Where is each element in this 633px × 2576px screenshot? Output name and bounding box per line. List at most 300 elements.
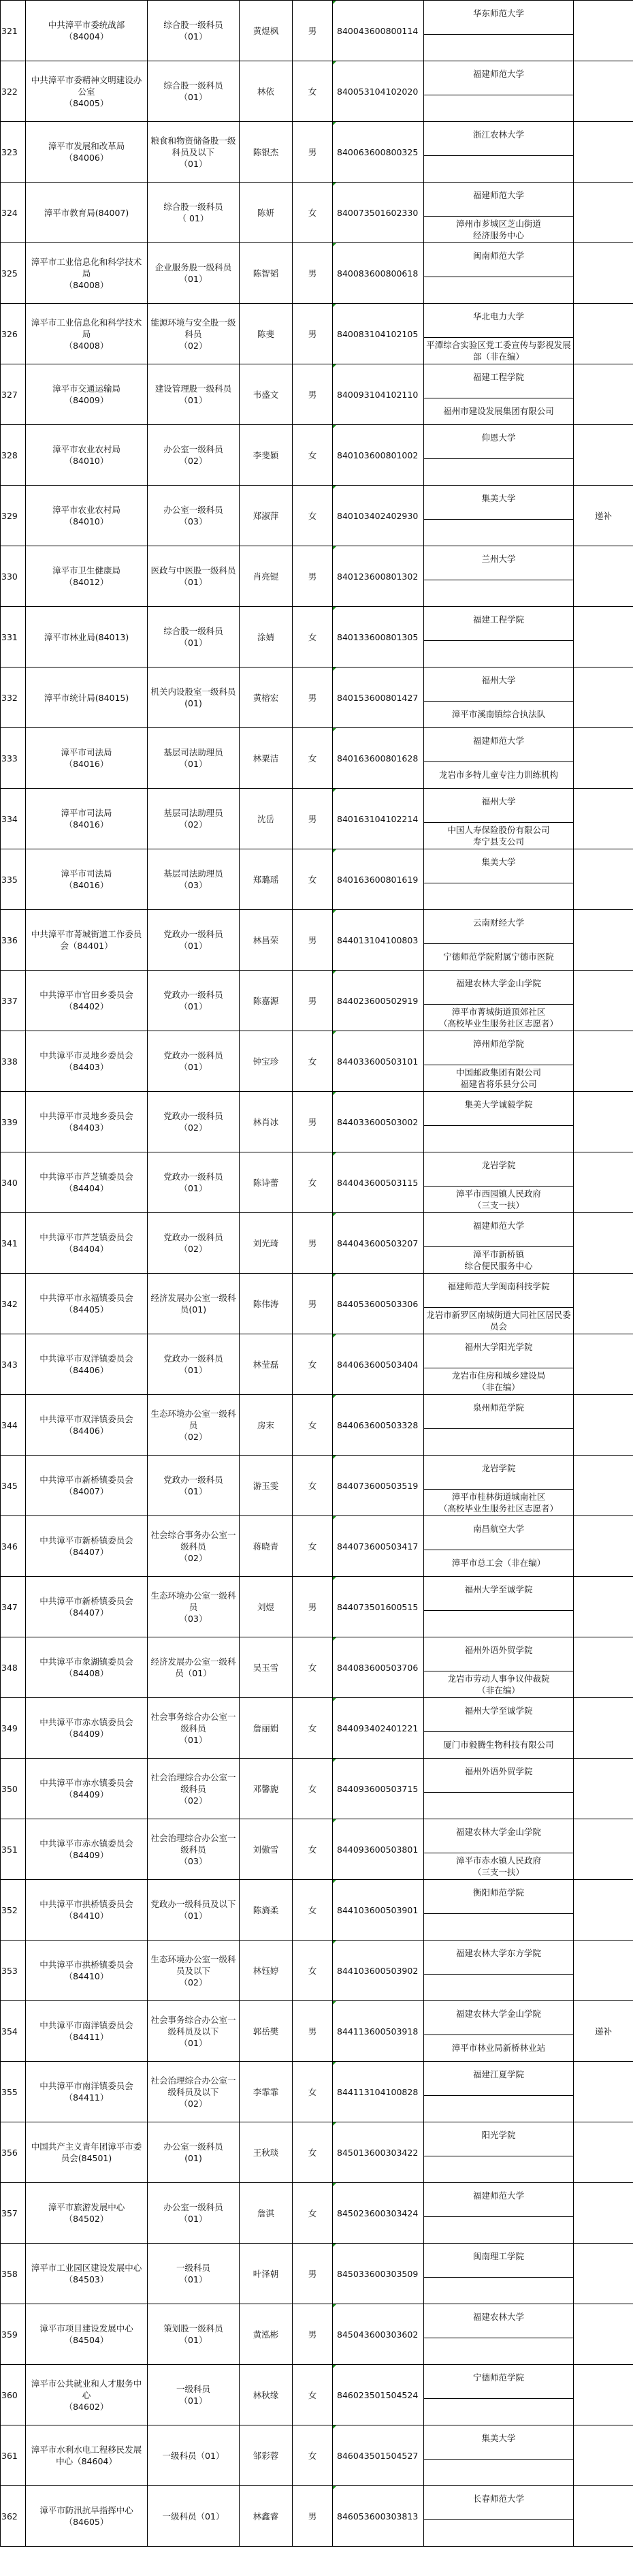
remark-cell xyxy=(574,910,633,971)
gender-cell: 女 xyxy=(293,61,333,122)
department-cell: 漳平市司法局 （84016） xyxy=(26,789,148,849)
remark-cell xyxy=(574,304,633,364)
department-cell: 中共漳平市双洋镇委员会 （84406） xyxy=(26,1334,148,1395)
school-work-cell xyxy=(424,1213,574,1274)
department-cell: 漳平市防汛抗旱指挥中心 （84605） xyxy=(26,2486,148,2547)
position-cell: 基层司法助理员 （01） xyxy=(148,728,240,789)
gender-cell: 男 xyxy=(293,1577,333,1637)
graduated-school: 福州大学阳光学院 xyxy=(424,1334,573,1368)
table-row xyxy=(1,1152,633,1213)
department-cell: 漳平市林业局(84013) xyxy=(26,607,148,667)
department-cell: 漳平市司法局 （84016） xyxy=(26,849,148,910)
table-row xyxy=(1,2425,633,2486)
graduated-school: 福建师范大学 xyxy=(424,1213,573,1247)
table-row xyxy=(1,122,633,183)
position-cell: 生态环境办公室一级科员 （02） xyxy=(148,1395,240,1456)
position-cell: 党政办一级科员 （01） xyxy=(148,1456,240,1516)
exam-id-cell: 840083600800618 xyxy=(333,243,424,304)
table-row xyxy=(1,61,633,122)
row-number: 349 xyxy=(1,1698,26,1759)
position-cell: 综合股一级科员 （01） xyxy=(148,61,240,122)
work-unit xyxy=(424,580,573,607)
position-cell: 能源环境与安全股一级科员 （02） xyxy=(148,304,240,364)
work-unit: 平潭综合实验区党工委宣传与影视发展部（非在编） xyxy=(426,339,571,362)
department-cell: 漳平市项目建设发展中心 （84504） xyxy=(26,2304,148,2365)
gender-cell: 女 xyxy=(293,1395,333,1456)
gender-cell: 女 xyxy=(293,2062,333,2122)
exam-id-cell: 840163104102214 xyxy=(333,789,424,849)
row-number: 332 xyxy=(1,667,26,728)
row-number: 358 xyxy=(1,2244,26,2304)
table-row xyxy=(1,2122,633,2183)
school-work-cell xyxy=(424,61,574,122)
gender-cell: 女 xyxy=(293,2183,333,2244)
remark-cell xyxy=(574,2244,633,2304)
gender-cell: 女 xyxy=(293,1516,333,1577)
remark-cell xyxy=(574,1516,633,1577)
remark-cell xyxy=(574,1698,633,1759)
exam-id-cell: 844113104100828 xyxy=(333,2062,424,2122)
department-cell: 中共漳平市赤水镇委员会 （84409） xyxy=(26,1819,148,1880)
exam-id-cell: 844043600503207 xyxy=(333,1213,424,1274)
gender-cell: 女 xyxy=(293,1819,333,1880)
department-cell: 中共漳平市芦芝镇委员会 （84404） xyxy=(26,1213,148,1274)
position-cell: 党政办一级科员 （01） xyxy=(148,1334,240,1395)
exam-id-cell: 840133600801305 xyxy=(333,607,424,667)
school-work-cell xyxy=(424,1395,574,1456)
position-cell: 一级科员（01） xyxy=(148,2425,240,2486)
gender-cell: 男 xyxy=(293,243,333,304)
table-row xyxy=(1,1880,633,1941)
work-unit: 漳平市赤水镇人民政府 （三支一扶） xyxy=(455,1855,541,1877)
work-unit: 漳平市桂林街道城南社区 （高校毕业生服务社区志愿者） xyxy=(438,1491,558,1513)
exam-id-cell: 845043600303602 xyxy=(333,2304,424,2365)
exam-id-cell: 846023501504524 xyxy=(333,2365,424,2425)
name-cell: 陈诗蕾 xyxy=(240,1152,293,1213)
position-cell: 一级科员 （01） xyxy=(148,2244,240,2304)
school-work-cell xyxy=(424,2425,574,2486)
gender-cell: 男 xyxy=(293,667,333,728)
work-unit: 漳平市溪南镇综合执法队 xyxy=(451,709,546,720)
gender-cell: 女 xyxy=(293,2122,333,2183)
position-cell: 党政办一级科员 （02） xyxy=(148,1092,240,1152)
graduated-school: 漳州师范学院 xyxy=(424,1031,573,1065)
gender-cell: 男 xyxy=(293,304,333,364)
remark-cell xyxy=(574,971,633,1031)
department-cell: 漳平市工业信息化和科学技术局 （84008） xyxy=(26,304,148,364)
department-cell: 中共漳平市象湖镇委员会 （84408） xyxy=(26,1637,148,1698)
name-cell: 林肖冰 xyxy=(240,1092,293,1152)
table-row xyxy=(1,728,633,789)
graduated-school: 集美大学 xyxy=(424,2425,573,2460)
row-number: 328 xyxy=(1,425,26,486)
school-work-cell xyxy=(424,910,574,971)
remark-cell xyxy=(574,1819,633,1880)
exam-id-cell: 840163600801619 xyxy=(333,849,424,910)
exam-id-cell: 846053600303813 xyxy=(333,2486,424,2547)
exam-id-cell: 840073501602330 xyxy=(333,183,424,243)
remark-cell xyxy=(574,1092,633,1152)
row-number: 354 xyxy=(1,2001,26,2062)
work-unit xyxy=(424,520,573,546)
department-cell: 漳平市统计局(84015) xyxy=(26,667,148,728)
remark-cell xyxy=(574,546,633,607)
table-row xyxy=(1,1,633,61)
graduated-school: 华东师范大学 xyxy=(424,1,573,35)
table-row xyxy=(1,2244,633,2304)
school-work-cell xyxy=(424,2122,574,2183)
gender-cell: 女 xyxy=(293,1698,333,1759)
exam-id-cell: 844033600503101 xyxy=(333,1031,424,1092)
gender-cell: 女 xyxy=(293,1880,333,1941)
department-cell: 中共漳平市新桥镇委员会 （84007） xyxy=(26,1456,148,1516)
row-number: 326 xyxy=(1,304,26,364)
name-cell: 韦盛文 xyxy=(240,364,293,425)
graduated-school: 浙江农林大学 xyxy=(424,122,573,156)
position-cell: 基层司法助理员 （02） xyxy=(148,789,240,849)
department-cell: 漳平市农业农村局 （84010） xyxy=(26,486,148,546)
remark-cell xyxy=(574,1637,633,1698)
gender-cell: 女 xyxy=(293,1759,333,1819)
remark-cell xyxy=(574,789,633,849)
row-number: 327 xyxy=(1,364,26,425)
graduated-school: 福建师范大学 xyxy=(424,183,573,217)
school-work-cell xyxy=(424,122,574,183)
table-row xyxy=(1,486,633,546)
row-number: 359 xyxy=(1,2304,26,2365)
graduated-school: 福建工程学院 xyxy=(424,607,573,641)
exam-id-cell: 845033600303509 xyxy=(333,2244,424,2304)
position-cell: 党政办一级科员 （01） xyxy=(148,1152,240,1213)
work-unit xyxy=(424,883,573,910)
exam-id-cell: 840103600801002 xyxy=(333,425,424,486)
work-unit: 龙岩市多特儿童专注力训练机构 xyxy=(438,770,558,781)
work-unit xyxy=(424,2399,573,2425)
gender-cell: 男 xyxy=(293,2244,333,2304)
row-number: 353 xyxy=(1,1941,26,2001)
name-cell: 黄榕宏 xyxy=(240,667,293,728)
name-cell: 李斐颖 xyxy=(240,425,293,486)
gender-cell: 男 xyxy=(293,1092,333,1152)
name-cell: 林鑫睿 xyxy=(240,2486,293,2547)
row-number: 346 xyxy=(1,1516,26,1577)
row-number: 331 xyxy=(1,607,26,667)
row-number: 341 xyxy=(1,1213,26,1274)
row-number: 344 xyxy=(1,1395,26,1456)
row-number: 322 xyxy=(1,61,26,122)
gender-cell: 男 xyxy=(293,1,333,61)
school-work-cell xyxy=(424,1516,574,1577)
name-cell: 黄泓彬 xyxy=(240,2304,293,2365)
position-cell: 党政办一级科员及以下（01） xyxy=(148,1880,240,1941)
department-cell: 漳平市发展和改革局 （84006） xyxy=(26,122,148,183)
school-work-cell xyxy=(424,849,574,910)
graduated-school: 福州大学 xyxy=(424,789,573,823)
exam-id-cell: 845023600303424 xyxy=(333,2183,424,2244)
work-unit xyxy=(424,2338,573,2365)
position-cell: 策划股一级科员 （01） xyxy=(148,2304,240,2365)
remark-cell xyxy=(574,2122,633,2183)
graduated-school: 福州大学至诚学院 xyxy=(424,1577,573,1611)
graduated-school: 福州外语外贸学院 xyxy=(424,1637,573,1671)
name-cell: 刘光琦 xyxy=(240,1213,293,1274)
position-cell: 办公室一级科员 （01） xyxy=(148,2183,240,2244)
work-unit: 厦门市毅腾生物科技有限公司 xyxy=(443,1740,554,1750)
exam-id-cell: 844103600503901 xyxy=(333,1880,424,1941)
graduated-school: 福建农林大学金山学院 xyxy=(424,2001,573,2035)
work-unit xyxy=(424,1429,573,1456)
work-unit: 中国邮政集团有限公司 福建省将乐县分公司 xyxy=(455,1067,541,1089)
remark-cell xyxy=(574,61,633,122)
department-cell: 中共漳平市拱桥镇委员会 （84410） xyxy=(26,1880,148,1941)
name-cell: 林昌荣 xyxy=(240,910,293,971)
remark-cell xyxy=(574,1152,633,1213)
school-work-cell xyxy=(424,2365,574,2425)
table-row xyxy=(1,1516,633,1577)
position-cell: 社会综合事务办公室一级科员 （02） xyxy=(148,1516,240,1577)
row-number: 338 xyxy=(1,1031,26,1092)
position-cell: 一级科员 （01） xyxy=(148,2365,240,2425)
exam-id-cell: 844103600503902 xyxy=(333,1941,424,2001)
gender-cell: 男 xyxy=(293,364,333,425)
department-cell: 中共漳平市菁城街道工作委员会（84401） xyxy=(26,910,148,971)
gender-cell: 女 xyxy=(293,183,333,243)
school-work-cell xyxy=(424,607,574,667)
remark-cell xyxy=(574,364,633,425)
graduated-school: 福建师范大学 xyxy=(424,728,573,762)
exam-id-cell: 844093600503801 xyxy=(333,1819,424,1880)
position-cell: 党政办一级科员 （01） xyxy=(148,971,240,1031)
school-work-cell xyxy=(424,2001,574,2062)
row-number: 362 xyxy=(1,2486,26,2547)
work-unit: 龙岩市住房和城乡建设局 （非在编） xyxy=(451,1370,546,1392)
name-cell: 吴玉雪 xyxy=(240,1637,293,1698)
work-unit xyxy=(424,2217,573,2244)
school-work-cell xyxy=(424,486,574,546)
name-cell: 林秋缘 xyxy=(240,2365,293,2425)
gender-cell: 男 xyxy=(293,789,333,849)
name-cell: 陈斐 xyxy=(240,304,293,364)
name-cell: 房末 xyxy=(240,1395,293,1456)
row-number: 342 xyxy=(1,1274,26,1334)
position-cell: 社会事务综合办公室一级科员及以下 （01） xyxy=(148,2001,240,2062)
table-row xyxy=(1,425,633,486)
name-cell: 邓馨旎 xyxy=(240,1759,293,1819)
position-cell: 生态环境办公室一级科员及以下 （02） xyxy=(148,1941,240,2001)
row-number: 330 xyxy=(1,546,26,607)
work-unit: 宁德师范学院附属宁德市医院 xyxy=(443,952,554,962)
school-work-cell xyxy=(424,1031,574,1092)
department-cell: 中共漳平市委精神文明建设办公室 （84005） xyxy=(26,61,148,122)
department-cell: 中共漳平市赤水镇委员会 （84409） xyxy=(26,1759,148,1819)
department-cell: 中共漳平市灵地乡委员会 （84403） xyxy=(26,1092,148,1152)
gender-cell: 女 xyxy=(293,1456,333,1516)
graduated-school: 闽南师范大学 xyxy=(424,243,573,277)
work-unit xyxy=(424,156,573,183)
name-cell: 郭岳樊 xyxy=(240,2001,293,2062)
gender-cell: 男 xyxy=(293,1274,333,1334)
graduated-school: 集美大学诚毅学院 xyxy=(424,1092,573,1126)
table-row xyxy=(1,1213,633,1274)
department-cell: 中共漳平市新桥镇委员会 （84407） xyxy=(26,1516,148,1577)
name-cell: 王秋琰 xyxy=(240,2122,293,2183)
department-cell: 中共漳平市芦芝镇委员会 （84404） xyxy=(26,1152,148,1213)
school-work-cell xyxy=(424,2304,574,2365)
remark-cell xyxy=(574,1031,633,1092)
row-number: 361 xyxy=(1,2425,26,2486)
name-cell: 林莹磊 xyxy=(240,1334,293,1395)
work-unit: 漳平市总工会（非在编） xyxy=(451,1558,546,1569)
position-cell: 党政办一级科员 （01） xyxy=(148,1031,240,1092)
remark-cell xyxy=(574,425,633,486)
work-unit xyxy=(424,459,573,486)
graduated-school: 长春师范大学 xyxy=(424,2486,573,2520)
gender-cell: 女 xyxy=(293,728,333,789)
position-cell: 党政办一级科员 （02） xyxy=(148,1213,240,1274)
exam-id-cell: 844073501600515 xyxy=(333,1577,424,1637)
table-row xyxy=(1,1456,633,1516)
exam-id-cell: 844043600503115 xyxy=(333,1152,424,1213)
exam-id-cell: 844063600503404 xyxy=(333,1334,424,1395)
name-cell: 李霏霏 xyxy=(240,2062,293,2122)
position-cell: 机关内设股室一级科员(01) xyxy=(148,667,240,728)
table-row xyxy=(1,1274,633,1334)
table-row xyxy=(1,2365,633,2425)
work-unit xyxy=(424,95,573,122)
work-unit xyxy=(424,1975,573,2001)
exam-id-cell: 840093104102110 xyxy=(333,364,424,425)
row-number: 336 xyxy=(1,910,26,971)
position-cell: 综合股一级科员 （01） xyxy=(148,1,240,61)
department-cell: 漳平市司法局 （84016） xyxy=(26,728,148,789)
table-row xyxy=(1,2001,633,2062)
position-cell: 社会治理综合办公室一级科员 （03） xyxy=(148,1819,240,1880)
name-cell: 陈旖柔 xyxy=(240,1880,293,1941)
exam-id-cell: 844093600503715 xyxy=(333,1759,424,1819)
exam-id-cell: 844063600503328 xyxy=(333,1395,424,1456)
department-cell: 中共漳平市新桥镇委员会 （84407） xyxy=(26,1577,148,1637)
exam-id-cell: 840103402402930 xyxy=(333,486,424,546)
row-number: 343 xyxy=(1,1334,26,1395)
exam-id-cell: 844073600503417 xyxy=(333,1516,424,1577)
graduated-school: 福建农林大学金山学院 xyxy=(424,1819,573,1853)
work-unit: 中国人寿保险股份有限公司 寿宁县支公司 xyxy=(447,824,550,847)
graduated-school: 福建师范大学 xyxy=(424,2183,573,2217)
remark-cell xyxy=(574,2062,633,2122)
school-work-cell xyxy=(424,1334,574,1395)
row-number: 350 xyxy=(1,1759,26,1819)
school-work-cell xyxy=(424,1092,574,1152)
name-cell: 林粟洁 xyxy=(240,728,293,789)
position-cell: 办公室一级科员 (01) xyxy=(148,2122,240,2183)
remark-cell xyxy=(574,667,633,728)
exam-id-cell: 840063600800325 xyxy=(333,122,424,183)
school-work-cell xyxy=(424,2244,574,2304)
gender-cell: 女 xyxy=(293,1152,333,1213)
table-row xyxy=(1,971,633,1031)
school-work-cell xyxy=(424,1698,574,1759)
exam-id-cell: 844083600503706 xyxy=(333,1637,424,1698)
exam-id-cell: 845013600303422 xyxy=(333,2122,424,2183)
position-cell: 办公室一级科员 （03） xyxy=(148,486,240,546)
row-number: 356 xyxy=(1,2122,26,2183)
remark-cell xyxy=(574,728,633,789)
school-work-cell xyxy=(424,667,574,728)
row-number: 345 xyxy=(1,1456,26,1516)
exam-id-cell: 840053104102020 xyxy=(333,61,424,122)
remark-cell xyxy=(574,1577,633,1637)
name-cell: 刘煜 xyxy=(240,1577,293,1637)
department-cell: 漳平市卫生健康局 （84012） xyxy=(26,546,148,607)
row-number: 335 xyxy=(1,849,26,910)
name-cell: 詹淇 xyxy=(240,2183,293,2244)
school-work-cell xyxy=(424,1637,574,1698)
remark-cell xyxy=(574,1395,633,1456)
work-unit xyxy=(424,2096,573,2122)
name-cell: 郑淑萍 xyxy=(240,486,293,546)
work-unit: 漳平市林业局新桥林业站 xyxy=(451,2043,546,2054)
remark-cell xyxy=(574,1,633,61)
graduated-school: 福建农林大学 xyxy=(424,2304,573,2338)
exam-id-cell: 840123600801302 xyxy=(333,546,424,607)
school-work-cell xyxy=(424,364,574,425)
table-body xyxy=(1,1,633,2547)
exam-id-cell: 840083104102105 xyxy=(333,304,424,364)
name-cell: 黄煜枫 xyxy=(240,1,293,61)
name-cell: 肖亮锟 xyxy=(240,546,293,607)
remark-cell xyxy=(574,2425,633,2486)
gender-cell: 男 xyxy=(293,2001,333,2062)
position-cell: 综合股一级科员 （01） xyxy=(148,607,240,667)
work-unit: 漳州市芗城区芝山街道 经济服务中心 xyxy=(455,218,541,240)
table-row xyxy=(1,1031,633,1092)
position-cell: 社会治理综合办公室一级科员 （02） xyxy=(148,1759,240,1819)
exam-id-cell: 844093402401221 xyxy=(333,1698,424,1759)
remark-cell xyxy=(574,2183,633,2244)
exam-id-cell: 844023600502919 xyxy=(333,971,424,1031)
exam-id-cell: 844033600503002 xyxy=(333,1092,424,1152)
name-cell: 邹彩蓉 xyxy=(240,2425,293,2486)
school-work-cell xyxy=(424,789,574,849)
exam-id-cell: 844113600503918 xyxy=(333,2001,424,2062)
graduated-school: 兰州大学 xyxy=(424,546,573,580)
school-work-cell xyxy=(424,2183,574,2244)
position-cell: 医政与中医股一级科员（01） xyxy=(148,546,240,607)
graduated-school: 福建江夏学院 xyxy=(424,2062,573,2096)
school-work-cell xyxy=(424,1880,574,1941)
exam-id-cell: 844073600503519 xyxy=(333,1456,424,1516)
position-cell: 粮食和物资储备股一级科员及以下 （01） xyxy=(148,122,240,183)
gender-cell: 男 xyxy=(293,122,333,183)
table-row xyxy=(1,2183,633,2244)
remark-cell xyxy=(574,1880,633,1941)
work-unit: 漳平市新桥镇 综合便民服务中心 xyxy=(464,1248,533,1271)
position-cell: 经济发展办公室一级科员（01） xyxy=(148,1637,240,1698)
remark-cell: 递补 xyxy=(574,2001,633,2062)
row-number: 351 xyxy=(1,1819,26,1880)
name-cell: 陈智韬 xyxy=(240,243,293,304)
gender-cell: 女 xyxy=(293,486,333,546)
position-cell: 一级科员（01） xyxy=(148,2486,240,2547)
work-unit xyxy=(424,1793,573,1819)
department-cell: 漳平市工业园区建设发展中心 （84503） xyxy=(26,2244,148,2304)
graduated-school: 华北电力大学 xyxy=(424,304,573,338)
table-row xyxy=(1,1698,633,1759)
remark-cell xyxy=(574,1274,633,1334)
graduated-school: 衡阳师范学院 xyxy=(424,1880,573,1914)
school-work-cell xyxy=(424,971,574,1031)
gender-cell: 女 xyxy=(293,1941,333,2001)
